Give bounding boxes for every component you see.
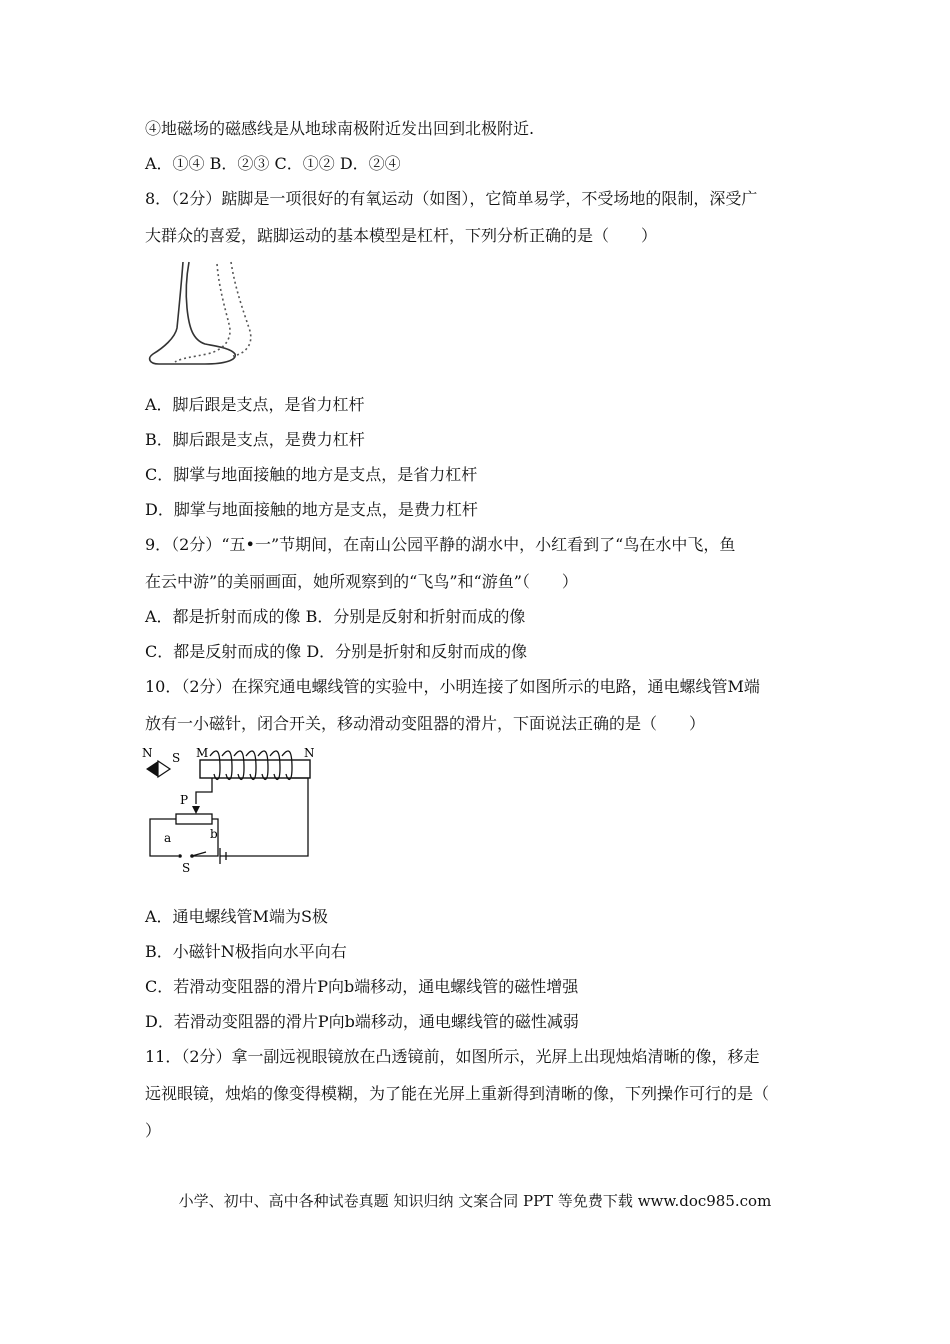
needle-n-label: N: [142, 746, 153, 760]
needle-s-label: S: [172, 751, 181, 765]
q9-options-line2: C．都是反射而成的像 D．分别是折射和反射而成的像: [145, 642, 528, 661]
q10-option-a: A．通电螺线管M端为S极: [145, 907, 328, 926]
q8-option-d: D．脚掌与地面接触的地方是支点，是费力杠杆: [145, 500, 478, 519]
solenoid-circuit-figure: [140, 744, 320, 874]
q8-stem-line1: 8．（2分）踮脚是一项很好的有氧运动（如图），它简单易学，不受场地的限制，深受广: [145, 189, 758, 208]
q11-stem-line2: 远视眼镜，烛焰的像变得模糊，为了能在光屏上重新得到清晰的像，下列操作可行的是（: [145, 1084, 770, 1103]
q10-stem-line1: 10．（2分）在探究通电螺线管的实验中，小明连接了如图所示的电路，通电螺线管M端: [145, 677, 760, 696]
rheostat-slider: [192, 806, 200, 814]
q10-option-d: D．若滑动变阻器的滑片P向b端移动，通电螺线管的磁性减弱: [145, 1012, 579, 1031]
q11-stem-line1: 11．（2分）拿一副远视眼镜放在凸透镜前，如图所示，光屏上出现烛焰清晰的像，移走: [145, 1047, 760, 1066]
circuit-wires: [150, 778, 308, 864]
coil-n-label: N: [304, 746, 315, 760]
magnetic-needle: [146, 761, 170, 777]
coil-m-label: M: [196, 746, 209, 760]
q9-stem-line1: 9．（2分）“五•一”节期间，在南山公园平静的湖水中，小红看到了“鸟在水中飞，鱼: [145, 535, 736, 554]
page-footer: 小学、初中、高中各种试卷真题 知识归纳 文案合同 PPT 等免费下载 www.doc985.com: [178, 1192, 772, 1210]
switch-s-label: S: [182, 861, 191, 874]
q8-stem-line2: 大群众的喜爱，踮脚运动的基本模型是杠杆，下列分析正确的是（ ）: [145, 226, 658, 245]
end-b-label: b: [210, 827, 218, 841]
slider-p-label: P: [180, 793, 189, 807]
q7-options: A．①④ B．②③ C．①② D．②④: [145, 154, 401, 173]
q9-options-line1: A．都是折射而成的像 B．分别是反射和折射而成的像: [145, 607, 526, 626]
q10-option-c: C．若滑动变阻器的滑片P向b端移动，通电螺线管的磁性增强: [145, 977, 579, 996]
solenoid-coil: [210, 751, 292, 779]
q8-option-a: A．脚后跟是支点，是省力杠杆: [145, 395, 365, 414]
q11-stem-line3: ）: [145, 1121, 162, 1140]
q8-option-b: B．脚后跟是支点，是费力杠杆: [145, 430, 365, 449]
q10-stem-line2: 放有一小磁针，闭合开关，移动滑动变阻器的滑片，下面说法正确的是（ ）: [145, 714, 706, 733]
q8-option-c: C．脚掌与地面接触的地方是支点，是省力杠杆: [145, 465, 478, 484]
q9-stem-line2: 在云中游”的美丽画面，她所观察到的“飞鸟”和“游鱼”（ ）: [145, 572, 578, 591]
end-a-label: a: [164, 831, 172, 845]
tiptoe-foot-figure: [145, 258, 265, 370]
q7-statement-4: ④地磁场的磁感线是从地球南极附近发出回到北极附近.: [145, 119, 535, 138]
rheostat: [176, 814, 212, 824]
q10-option-b: B．小磁针N极指向水平向右: [145, 942, 347, 961]
